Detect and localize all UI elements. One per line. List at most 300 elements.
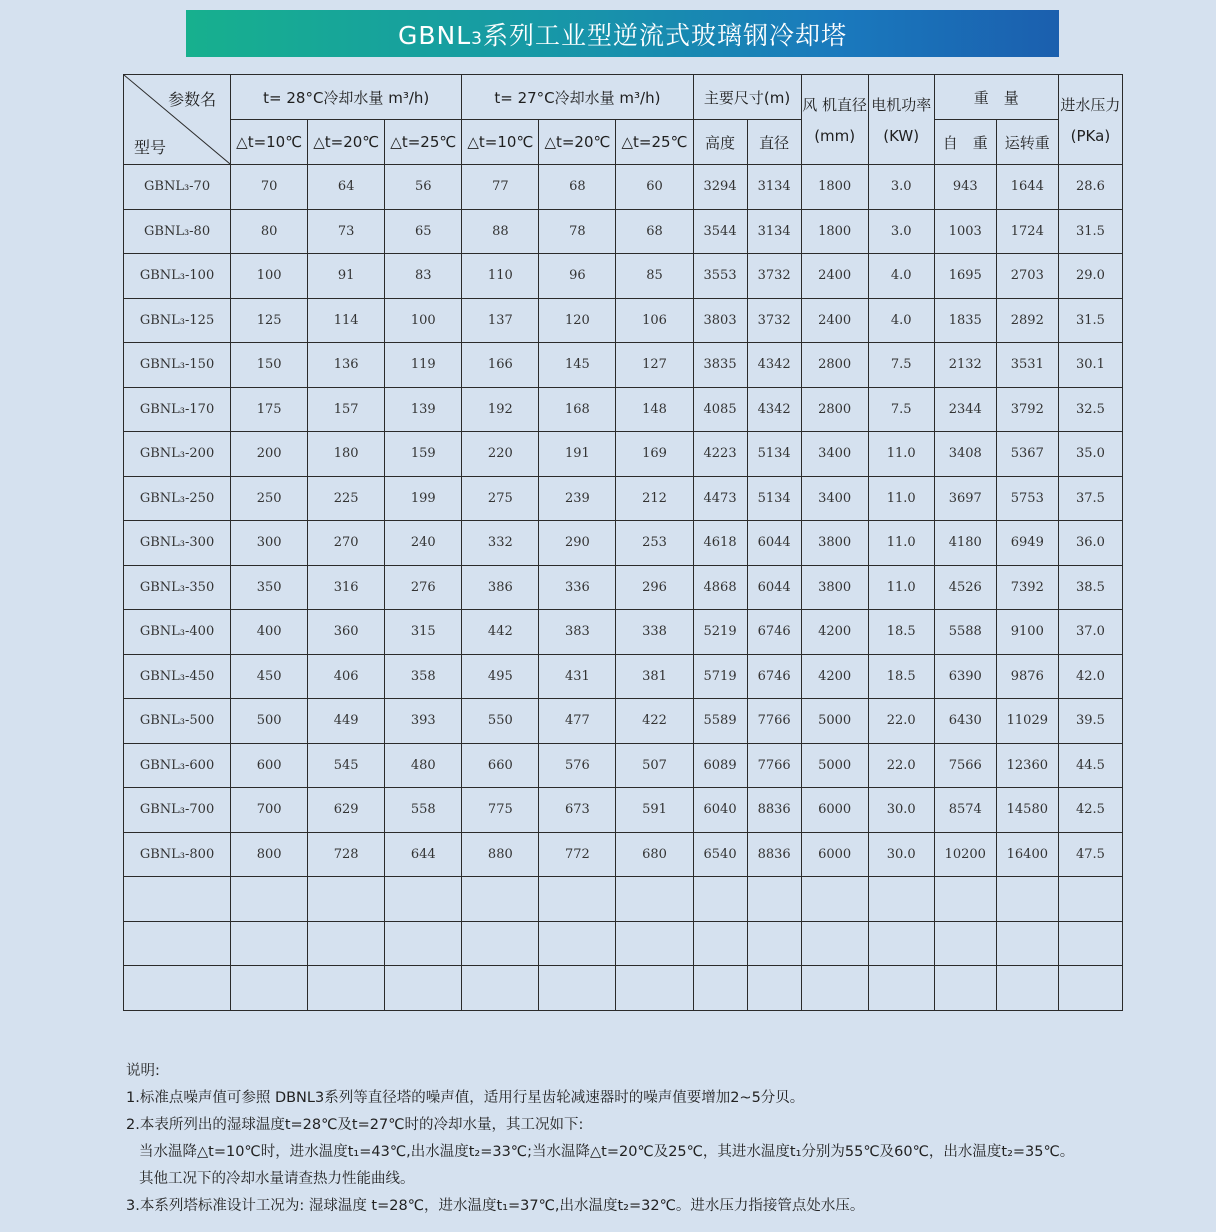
dt10-header: △t=10℃ xyxy=(462,120,539,165)
table-cell: 5589 xyxy=(693,699,747,744)
empty-cell xyxy=(996,877,1058,922)
empty-cell xyxy=(747,877,801,922)
table-row xyxy=(124,298,1123,343)
table-cell: 772 xyxy=(539,832,616,877)
empty-cell xyxy=(385,877,462,922)
table-cell: 576 xyxy=(539,743,616,788)
table-cell: 114 xyxy=(308,298,385,343)
model-cell: GBNL₃-700 xyxy=(124,788,231,833)
table-row xyxy=(124,654,1123,699)
table-cell: 422 xyxy=(616,699,693,744)
table-cell: 431 xyxy=(539,654,616,699)
table-cell: 393 xyxy=(385,699,462,744)
table-cell: 480 xyxy=(385,743,462,788)
table-cell: 386 xyxy=(462,565,539,610)
table-cell: 139 xyxy=(385,387,462,432)
empty-cell xyxy=(308,966,385,1011)
table-row xyxy=(124,610,1123,655)
table-cell: 6390 xyxy=(934,654,996,699)
table-cell: 28.6 xyxy=(1058,165,1122,210)
table-cell: 943 xyxy=(934,165,996,210)
empty-cell xyxy=(996,966,1058,1011)
run-weight-header: 运转重 xyxy=(996,120,1058,165)
table-cell: 169 xyxy=(616,432,693,477)
table-cell: 120 xyxy=(539,298,616,343)
empty-cell xyxy=(1058,966,1122,1011)
table-cell: 5367 xyxy=(996,432,1058,477)
model-cell: GBNL₃-170 xyxy=(124,387,231,432)
table-cell: 191 xyxy=(539,432,616,477)
flow27-header: t= 27°C冷却水量 m³/h) xyxy=(462,75,693,120)
table-cell: 7766 xyxy=(747,743,801,788)
table-cell: 80 xyxy=(231,209,308,254)
table-row xyxy=(124,565,1123,610)
note-2-other: 其他工况下的冷却水量请查热力性能曲线。 xyxy=(139,1171,415,1187)
table-cell: 1003 xyxy=(934,209,996,254)
table-cell: 137 xyxy=(462,298,539,343)
param-name-label: 参数名 xyxy=(168,90,217,109)
empty-cell xyxy=(801,966,868,1011)
table-cell: 2400 xyxy=(801,298,868,343)
table-cell: 6540 xyxy=(693,832,747,877)
empty-cell xyxy=(539,877,616,922)
empty-cell xyxy=(934,877,996,922)
table-cell: 4223 xyxy=(693,432,747,477)
table-cell: 1724 xyxy=(996,209,1058,254)
table-row xyxy=(124,343,1123,388)
table-cell: 18.5 xyxy=(868,610,934,655)
empty-cell xyxy=(868,877,934,922)
table-row xyxy=(124,165,1123,210)
table-cell: 4200 xyxy=(801,610,868,655)
table-cell: 199 xyxy=(385,476,462,521)
table-cell: 3800 xyxy=(801,565,868,610)
table-cell: 37.0 xyxy=(1058,610,1122,655)
table-cell: 6746 xyxy=(747,654,801,699)
table-cell: 16400 xyxy=(996,832,1058,877)
table-row xyxy=(124,521,1123,566)
empty-cell xyxy=(996,921,1058,966)
table-cell: 5134 xyxy=(747,432,801,477)
table-cell: 2800 xyxy=(801,343,868,388)
table-cell: 42.5 xyxy=(1058,788,1122,833)
empty-cell xyxy=(124,921,231,966)
table-cell: 336 xyxy=(539,565,616,610)
model-cell: GBNL₃-350 xyxy=(124,565,231,610)
table-cell: 60 xyxy=(616,165,693,210)
table-cell: 11.0 xyxy=(868,476,934,521)
table-cell: 5219 xyxy=(693,610,747,655)
table-cell: 22.0 xyxy=(868,743,934,788)
table-cell: 11.0 xyxy=(868,565,934,610)
table-cell: 30.0 xyxy=(868,832,934,877)
flow28-header: t= 28°C冷却水量 m³/h) xyxy=(231,75,462,120)
table-cell: 1835 xyxy=(934,298,996,343)
table-cell: 270 xyxy=(308,521,385,566)
empty-cell xyxy=(693,966,747,1011)
empty-cell xyxy=(616,966,693,1011)
empty-cell xyxy=(539,966,616,1011)
motor-header: 电机功率 (KW) xyxy=(868,75,934,165)
table-cell: 3803 xyxy=(693,298,747,343)
empty-cell xyxy=(934,966,996,1011)
empty-cell xyxy=(124,877,231,922)
table-cell: 11.0 xyxy=(868,521,934,566)
table-cell: 500 xyxy=(231,699,308,744)
note-3: 3.本系列塔标准设计工况为: 湿球温度 t=28℃，进水温度t₁=37℃,出水温度t₂=32℃。进水压力指接管点处水压。 xyxy=(126,1198,865,1214)
table-cell: 4342 xyxy=(747,343,801,388)
table-cell: 5000 xyxy=(801,699,868,744)
empty-cell xyxy=(1058,877,1122,922)
table-cell: 644 xyxy=(385,832,462,877)
table-cell: 358 xyxy=(385,654,462,699)
table-cell: 3531 xyxy=(996,343,1058,388)
table-cell: 148 xyxy=(616,387,693,432)
empty-cell xyxy=(231,877,308,922)
table-cell: 507 xyxy=(616,743,693,788)
table-cell: 449 xyxy=(308,699,385,744)
table-cell: 9100 xyxy=(996,610,1058,655)
table-row xyxy=(124,432,1123,477)
table-cell: 175 xyxy=(231,387,308,432)
dt20-header: △t=20℃ xyxy=(539,120,616,165)
table-cell: 4342 xyxy=(747,387,801,432)
table-cell: 591 xyxy=(616,788,693,833)
table-cell: 159 xyxy=(385,432,462,477)
table-cell: 3800 xyxy=(801,521,868,566)
empty-row xyxy=(124,921,1123,966)
table-cell: 145 xyxy=(539,343,616,388)
table-cell: 3408 xyxy=(934,432,996,477)
table-cell: 11.0 xyxy=(868,432,934,477)
model-cell: GBNL₃-100 xyxy=(124,254,231,299)
empty-cell xyxy=(747,921,801,966)
empty-row xyxy=(124,966,1123,1011)
table-cell: 253 xyxy=(616,521,693,566)
table-cell: 56 xyxy=(385,165,462,210)
table-cell: 5000 xyxy=(801,743,868,788)
table-cell: 3792 xyxy=(996,387,1058,432)
dt10-header: △t=10℃ xyxy=(231,120,308,165)
table-cell: 85 xyxy=(616,254,693,299)
weight-header: 重 量 xyxy=(934,75,1058,120)
table-cell: 68 xyxy=(539,165,616,210)
table-cell: 350 xyxy=(231,565,308,610)
table-cell: 276 xyxy=(385,565,462,610)
table-cell: 8836 xyxy=(747,788,801,833)
table-cell: 14580 xyxy=(996,788,1058,833)
empty-cell xyxy=(124,966,231,1011)
table-cell: 39.5 xyxy=(1058,699,1122,744)
table-cell: 3835 xyxy=(693,343,747,388)
table-cell: 406 xyxy=(308,654,385,699)
model-cell: GBNL₃-125 xyxy=(124,298,231,343)
table-cell: 3.0 xyxy=(868,165,934,210)
pressure-header: 进水压力 (PKa) xyxy=(1058,75,1122,165)
note-2-detail: 当水温降△t=10℃时，进水温度t₁=43℃,出水温度t₂=33℃;当水温降△t=20℃及25℃，其进水温度t₁分别为55℃及60℃，出水温度t₂=35℃。 xyxy=(139,1144,1075,1160)
model-cell: GBNL₃-200 xyxy=(124,432,231,477)
table-cell: 96 xyxy=(539,254,616,299)
table-cell: 2400 xyxy=(801,254,868,299)
table-cell: 4473 xyxy=(693,476,747,521)
table-cell: 47.5 xyxy=(1058,832,1122,877)
self-weight-header: 自 重 xyxy=(934,120,996,165)
empty-cell xyxy=(308,921,385,966)
table-cell: 680 xyxy=(616,832,693,877)
table-cell: 157 xyxy=(308,387,385,432)
table-cell: 38.5 xyxy=(1058,565,1122,610)
empty-cell xyxy=(801,921,868,966)
table-cell: 30.0 xyxy=(868,788,934,833)
table-cell: 4.0 xyxy=(868,254,934,299)
table-row xyxy=(124,832,1123,877)
table-cell: 2132 xyxy=(934,343,996,388)
empty-cell xyxy=(868,921,934,966)
model-cell: GBNL₃-450 xyxy=(124,654,231,699)
table-row xyxy=(124,254,1123,299)
empty-cell xyxy=(385,921,462,966)
table-cell: 31.5 xyxy=(1058,209,1122,254)
empty-cell xyxy=(747,966,801,1011)
table-cell: 316 xyxy=(308,565,385,610)
table-cell: 30.1 xyxy=(1058,343,1122,388)
table-cell: 3732 xyxy=(747,298,801,343)
table-cell: 300 xyxy=(231,521,308,566)
table-cell: 545 xyxy=(308,743,385,788)
table-cell: 68 xyxy=(616,209,693,254)
table-cell: 4200 xyxy=(801,654,868,699)
table-cell: 42.0 xyxy=(1058,654,1122,699)
table-cell: 78 xyxy=(539,209,616,254)
table-cell: 36.0 xyxy=(1058,521,1122,566)
table-cell: 10200 xyxy=(934,832,996,877)
table-cell: 338 xyxy=(616,610,693,655)
table-cell: 275 xyxy=(462,476,539,521)
model-cell: GBNL₃-300 xyxy=(124,521,231,566)
empty-row xyxy=(124,877,1123,922)
table-cell: 550 xyxy=(462,699,539,744)
notes xyxy=(126,1058,1136,1220)
table-cell: 65 xyxy=(385,209,462,254)
table-cell: 4085 xyxy=(693,387,747,432)
dt25-header: △t=25℃ xyxy=(616,120,693,165)
table-cell: 8574 xyxy=(934,788,996,833)
table-cell: 91 xyxy=(308,254,385,299)
table-cell: 88 xyxy=(462,209,539,254)
dt25-header: △t=25℃ xyxy=(385,120,462,165)
table-cell: 44.5 xyxy=(1058,743,1122,788)
table-cell: 290 xyxy=(539,521,616,566)
model-cell: GBNL₃-800 xyxy=(124,832,231,877)
table-cell: 3544 xyxy=(693,209,747,254)
table-row xyxy=(124,476,1123,521)
table-cell: 3134 xyxy=(747,165,801,210)
table-cell: 35.0 xyxy=(1058,432,1122,477)
empty-cell xyxy=(462,877,539,922)
table-row xyxy=(124,209,1123,254)
table-cell: 400 xyxy=(231,610,308,655)
table-cell: 442 xyxy=(462,610,539,655)
table-cell: 6000 xyxy=(801,832,868,877)
empty-cell xyxy=(385,966,462,1011)
table-row xyxy=(124,788,1123,833)
model-cell: GBNL₃-70 xyxy=(124,165,231,210)
table-cell: 7766 xyxy=(747,699,801,744)
model-cell: GBNL₃-80 xyxy=(124,209,231,254)
table-cell: 192 xyxy=(462,387,539,432)
empty-cell xyxy=(693,921,747,966)
spec-table xyxy=(123,74,1123,1011)
table-cell: 495 xyxy=(462,654,539,699)
table-cell: 6000 xyxy=(801,788,868,833)
table-cell: 3134 xyxy=(747,209,801,254)
table-cell: 728 xyxy=(308,832,385,877)
table-cell: 6044 xyxy=(747,565,801,610)
model-cell: GBNL₃-400 xyxy=(124,610,231,655)
table-cell: 12360 xyxy=(996,743,1058,788)
dims-header: 主要尺寸(m) xyxy=(693,75,801,120)
table-cell: 1644 xyxy=(996,165,1058,210)
table-cell: 315 xyxy=(385,610,462,655)
table-cell: 225 xyxy=(308,476,385,521)
dt20-header: △t=20℃ xyxy=(308,120,385,165)
table-cell: 4526 xyxy=(934,565,996,610)
table-cell: 880 xyxy=(462,832,539,877)
table-cell: 73 xyxy=(308,209,385,254)
table-cell: 3294 xyxy=(693,165,747,210)
page-title: GBNL3系列工业型逆流式玻璃钢冷却塔 xyxy=(398,20,847,50)
table-cell: 77 xyxy=(462,165,539,210)
table-cell: 18.5 xyxy=(868,654,934,699)
table-cell: 6089 xyxy=(693,743,747,788)
table-cell: 37.5 xyxy=(1058,476,1122,521)
table-cell: 9876 xyxy=(996,654,1058,699)
table-cell: 127 xyxy=(616,343,693,388)
table-cell: 212 xyxy=(616,476,693,521)
table-cell: 2703 xyxy=(996,254,1058,299)
table-cell: 3400 xyxy=(801,476,868,521)
table-cell: 100 xyxy=(385,298,462,343)
table-row xyxy=(124,743,1123,788)
table-row xyxy=(124,387,1123,432)
empty-cell xyxy=(308,877,385,922)
empty-cell xyxy=(616,877,693,922)
table-cell: 5753 xyxy=(996,476,1058,521)
table-cell: 660 xyxy=(462,743,539,788)
empty-cell xyxy=(231,921,308,966)
table-cell: 3400 xyxy=(801,432,868,477)
table-cell: 477 xyxy=(539,699,616,744)
table-row xyxy=(124,699,1123,744)
model-cell: GBNL₃-600 xyxy=(124,743,231,788)
table-cell: 4.0 xyxy=(868,298,934,343)
table-cell: 6430 xyxy=(934,699,996,744)
note-2: 2.本表所列出的湿球温度t=28℃及t=27℃时的冷却水量，其工况如下: xyxy=(126,1117,584,1133)
table-cell: 83 xyxy=(385,254,462,299)
table-cell: 381 xyxy=(616,654,693,699)
table-cell: 3697 xyxy=(934,476,996,521)
model-cell: GBNL₃-150 xyxy=(124,343,231,388)
title-banner xyxy=(186,10,1059,57)
table-cell: 7392 xyxy=(996,565,1058,610)
table-cell: 558 xyxy=(385,788,462,833)
table-cell: 5134 xyxy=(747,476,801,521)
table-cell: 3553 xyxy=(693,254,747,299)
table-cell: 29.0 xyxy=(1058,254,1122,299)
table-cell: 450 xyxy=(231,654,308,699)
model-label: 型号 xyxy=(134,138,167,157)
empty-cell xyxy=(1058,921,1122,966)
table-cell: 3.0 xyxy=(868,209,934,254)
table-cell: 31.5 xyxy=(1058,298,1122,343)
table-cell: 2800 xyxy=(801,387,868,432)
table-cell: 1800 xyxy=(801,165,868,210)
table-cell: 775 xyxy=(462,788,539,833)
diagonal-header-cell xyxy=(124,75,231,165)
table-cell: 5588 xyxy=(934,610,996,655)
table-cell: 7566 xyxy=(934,743,996,788)
table-cell: 6044 xyxy=(747,521,801,566)
note-1: 1.标准点噪声值可参照 DBNL3系列等直径塔的噪声值，适用行星齿轮减速器时的噪声值要增加2~5分贝。 xyxy=(126,1090,805,1106)
table-cell: 1800 xyxy=(801,209,868,254)
table-cell: 6949 xyxy=(996,521,1058,566)
table-cell: 168 xyxy=(539,387,616,432)
table-cell: 2344 xyxy=(934,387,996,432)
table-cell: 4180 xyxy=(934,521,996,566)
table-cell: 629 xyxy=(308,788,385,833)
table-cell: 250 xyxy=(231,476,308,521)
table-cell: 22.0 xyxy=(868,699,934,744)
table-cell: 64 xyxy=(308,165,385,210)
table-cell: 673 xyxy=(539,788,616,833)
table-cell: 8836 xyxy=(747,832,801,877)
empty-cell xyxy=(231,966,308,1011)
table-cell: 2892 xyxy=(996,298,1058,343)
model-cell: GBNL₃-500 xyxy=(124,699,231,744)
empty-cell xyxy=(693,877,747,922)
table-cell: 110 xyxy=(462,254,539,299)
table-cell: 332 xyxy=(462,521,539,566)
empty-cell xyxy=(462,966,539,1011)
table-cell: 106 xyxy=(616,298,693,343)
table-cell: 360 xyxy=(308,610,385,655)
table-cell: 7.5 xyxy=(868,343,934,388)
table-cell: 700 xyxy=(231,788,308,833)
table-cell: 6040 xyxy=(693,788,747,833)
table-cell: 32.5 xyxy=(1058,387,1122,432)
empty-cell xyxy=(934,921,996,966)
empty-cell xyxy=(868,966,934,1011)
table-cell: 136 xyxy=(308,343,385,388)
table-cell: 3732 xyxy=(747,254,801,299)
table-cell: 7.5 xyxy=(868,387,934,432)
table-cell: 180 xyxy=(308,432,385,477)
table-cell: 296 xyxy=(616,565,693,610)
table-cell: 166 xyxy=(462,343,539,388)
table-cell: 4618 xyxy=(693,521,747,566)
table-cell: 4868 xyxy=(693,565,747,610)
empty-cell xyxy=(616,921,693,966)
table-cell: 1695 xyxy=(934,254,996,299)
fan-header: 风 机直径 (mm) xyxy=(801,75,868,165)
empty-cell xyxy=(462,921,539,966)
table-cell: 800 xyxy=(231,832,308,877)
table-cell: 5719 xyxy=(693,654,747,699)
table-cell: 119 xyxy=(385,343,462,388)
empty-cell xyxy=(539,921,616,966)
height-header: 高度 xyxy=(693,120,747,165)
table-cell: 200 xyxy=(231,432,308,477)
